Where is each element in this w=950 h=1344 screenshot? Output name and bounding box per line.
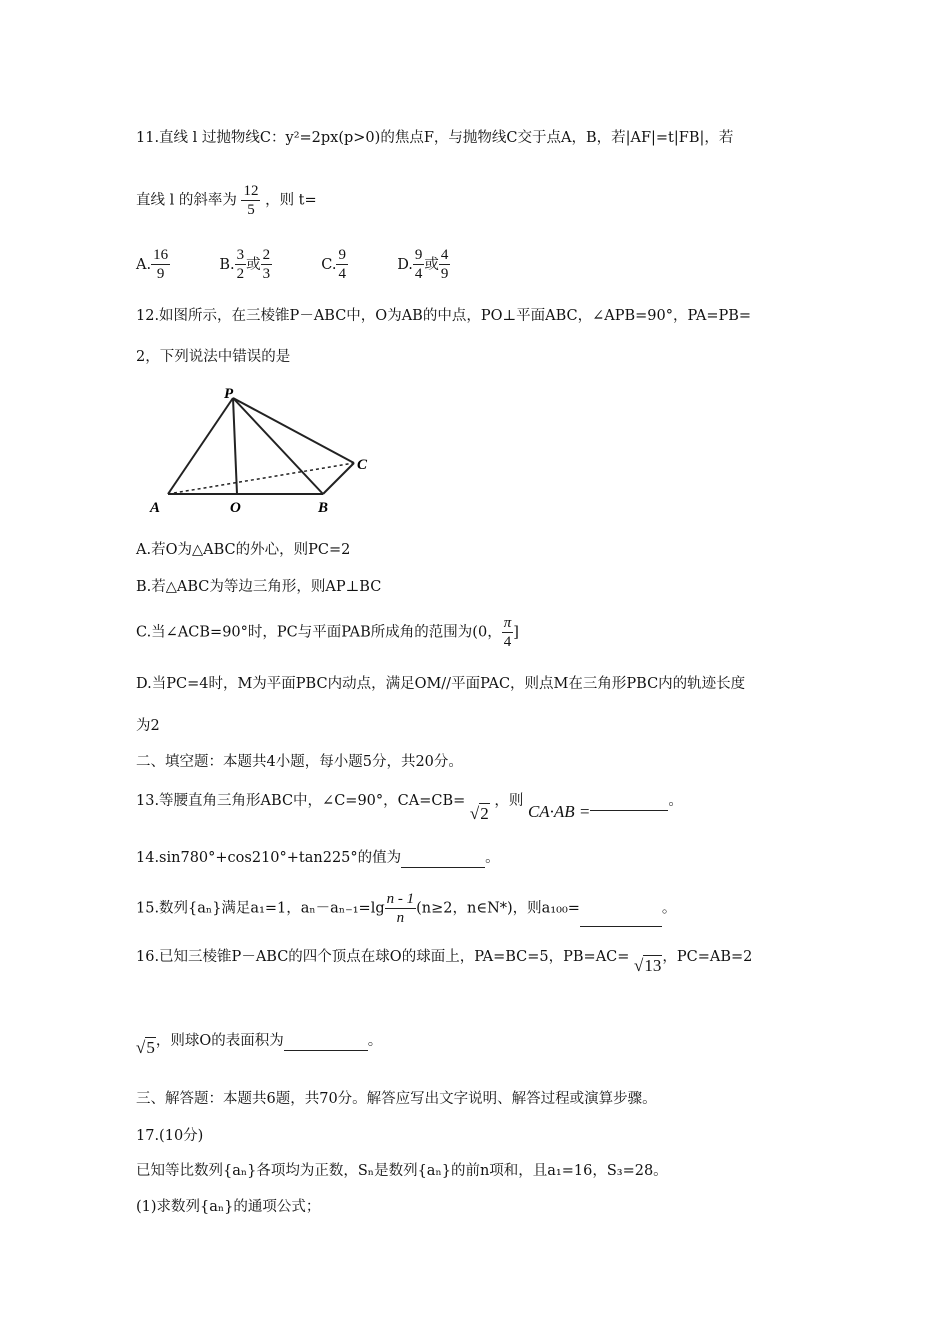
label-b: B xyxy=(318,500,329,516)
q16-answer-blank xyxy=(284,1036,368,1051)
q11-line1: 11.直线 l 过抛物线C：y²=2px(p>0)的焦点F，与抛物线C交于点A，B，若|AF|=t|FB|，若 xyxy=(136,130,734,146)
q11-option-a: A. $\frac{16}{9}$ xyxy=(136,247,169,282)
q16-line2: √5，则球O的表面积为 。 xyxy=(136,1033,383,1057)
q11-slope-fraction: $\frac{12}{5}$ xyxy=(243,183,259,218)
q11-pre: 直线 l 的斜率为 xyxy=(136,192,237,209)
q12-line2: 2，下列说法中错误的是 xyxy=(136,349,291,365)
q15-fraction: $\frac{n - 1}{n}$ xyxy=(386,891,415,926)
q15: 15.数列{aₙ}满足a₁=1，aₙ－aₙ₋₁=lg $\frac{n - 1}{n}$ (n≥2，n∈N*)，则a₁₀₀= 。 xyxy=(136,891,677,926)
pi-over-4-fraction: $\frac{\pi}{4}$ xyxy=(503,615,512,650)
q16-sqrt5: √5 xyxy=(136,1038,155,1057)
label-a: A xyxy=(150,500,161,516)
q16-sqrt13: √13 xyxy=(634,956,662,975)
edge-bc xyxy=(323,463,354,494)
q14-answer-blank xyxy=(401,853,485,868)
section-fill-in-heading: 二、填空题：本题共4小题，每小题5分，共20分。 xyxy=(136,754,463,770)
edge-po xyxy=(233,398,237,494)
q11-option-d: D. $\frac{9}{4}$ 或 $\frac{4}{9}$ xyxy=(397,247,449,282)
section-solution-heading: 三、解答题：本题共6题，共70分。解答应写出文字说明、解答过程或演算步骤。 xyxy=(136,1091,657,1107)
q13: 13.等腰直角三角形ABC中，∠C=90°，CA=CB= √2 ，则 CA·AB =。 xyxy=(136,793,683,823)
edge-pc xyxy=(233,398,354,463)
q12-line1: 12.如图所示，在三棱锥P－ABC中，O为AB的中点，PO⊥平面ABC，∠APB=90°，PA=PB= xyxy=(136,308,752,324)
q13-sqrt: √2 xyxy=(469,804,489,823)
edge-pb xyxy=(233,398,323,494)
q11-option-c: C. $\frac{9}{4}$ xyxy=(321,247,346,282)
label-c: C xyxy=(357,457,368,473)
q17-part1: (1)求数列{aₙ}的通项公式； xyxy=(136,1199,321,1215)
q11-line2 xyxy=(136,182,317,219)
q12-option-d-line2: 为2 xyxy=(136,718,160,734)
q12-option-a: A.若O为△ABC的外心，则PC=2 xyxy=(136,542,351,558)
q12-option-b: B.若△ABC为等边三角形，则AP⊥BC xyxy=(136,579,382,595)
q16-line1: 16.已知三棱锥P－ABC的四个顶点在球O的球面上，PA=BC=5，PB=AC= √13，PC=AB=2 xyxy=(136,949,753,975)
edge-pa xyxy=(168,398,233,494)
q14: 14.sin780°+cos210°+tan225°的值为 。 xyxy=(136,850,500,866)
pyramid-figure xyxy=(140,382,380,522)
q11-options xyxy=(136,246,450,283)
q15-answer-blank xyxy=(580,912,662,927)
q13-vector-expr: CA·AB = xyxy=(527,802,591,821)
q17-line1: 已知等比数列{aₙ}各项均为正数，Sₙ是数列{aₙ}的前n项和，且a₁=16，S₃=28。 xyxy=(136,1163,668,1179)
q17-head: 17.(10分) xyxy=(136,1128,204,1144)
edge-ac-dashed xyxy=(168,463,354,494)
q12-option-d-line1: D.当PC=4时，M为平面PBC内动点，满足OM//平面PAC，则点M在三角形PBC内的轨迹长度 xyxy=(136,676,746,692)
q13-answer-blank xyxy=(590,796,668,811)
q11-option-b: B. $\frac{3}{2}$ 或 $\frac{2}{3}$ xyxy=(219,247,271,282)
label-p: P xyxy=(224,386,234,402)
label-o: O xyxy=(230,500,241,516)
q11-post: ，则 t= xyxy=(265,192,317,209)
q12-option-c: C.当∠ACB=90°时，PC与平面PAB所成角的范围为(0， $\frac{\pi}{4}$ ] xyxy=(136,615,519,650)
